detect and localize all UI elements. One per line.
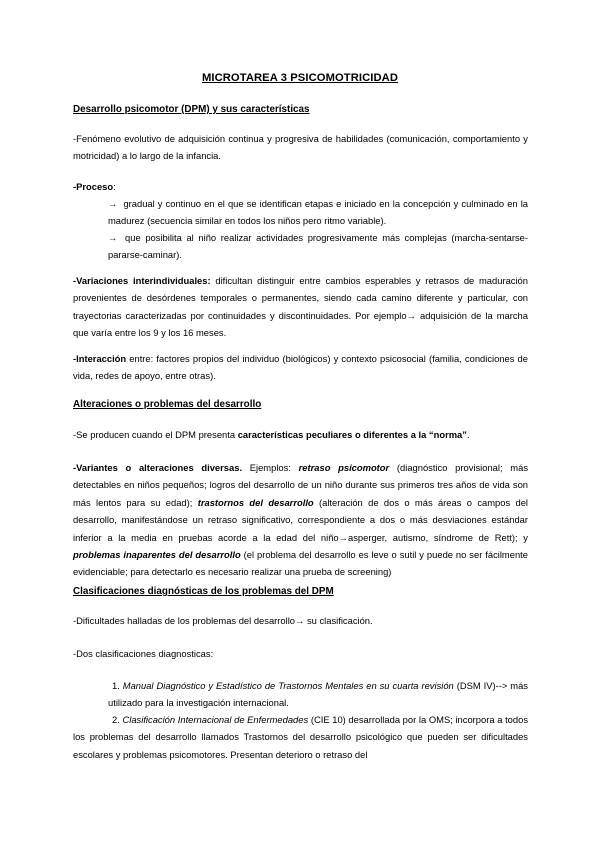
- paragraph-dificultades: -Dificultades halladas de los problemas del desarrollo→ su clasificación.: [73, 615, 373, 626]
- proceso-colon: :: [113, 181, 116, 192]
- bullet-posibilita-text: que posibilita al niño realizar actividades progresivamente más complejas (marcha-sentarse-pararse-caminar).: [108, 232, 528, 261]
- paragraph-interaccion: [73, 350, 528, 385]
- list-number: 1.: [112, 680, 123, 691]
- variantes-text-2: (diagnóstico provisional; más detectables en niños pequeños; logros del desarrollo de un niño durante sus primeros tres años de vida son más lentos para su edad);: [73, 462, 529, 508]
- bullet-gradual: [108, 195, 528, 230]
- variantes-text-1: Ejemplos:: [242, 462, 299, 473]
- list-item-dsm: [108, 677, 528, 712]
- interaccion-label: -Interacción: [73, 353, 127, 364]
- dsm-text: (DSM IV)--> más utilizado para la investigación internacional.: [108, 680, 528, 709]
- section-heading-dpm: Desarrollo psicomotor (DPM) y sus características: [73, 104, 310, 115]
- section-heading-clasificaciones: Clasificaciones diagnósticas de los problemas del DPM: [73, 586, 334, 597]
- bullet-posibilita: [108, 229, 528, 264]
- section-heading-alteraciones: Alteraciones o problemas del desarrollo: [73, 399, 262, 410]
- producen-bold: características peculiares o diferentes a la “norma”: [237, 429, 467, 440]
- cie-title: Clasificación Internacional de Enfermedades: [122, 714, 309, 725]
- paragraph-dos-clasificaciones: -Dos clasificaciones diagnosticas:: [73, 648, 214, 659]
- retraso-psicomotor-term: retraso psicomotor: [298, 462, 390, 473]
- paragraph-variaciones: [73, 272, 528, 342]
- variaciones-text: dificultan distinguir entre cambios esperables y retrasos de maduración provenientes de desórdenes temporales o permanentes, siendo cada camino diferente y particular, con trayectorias caracterizadas por continuidades y discontinuidades. Por ejemplo→ adquisición de la marcha que varía entre los 9 y los 16 meses.: [73, 275, 528, 339]
- producen-end: .: [466, 429, 470, 440]
- variantes-text-3: (alteración de dos o más áreas o campos del desarrollo, manifestándose un retraso significativo, correspondiente a dos o más desviaciones estándar inferior a la media en pruebas acorde a la edad del niño→asperger, autismo, síndrome de Rett); y: [73, 496, 529, 543]
- bullet-gradual-text: gradual y continuo en el que se identifican etapas e iniciado en la concepción y culminado en la madurez (secuencia similar en todos los niños pero ritmo variable).: [108, 198, 528, 227]
- paragraph-fenomeno: -Fenómeno evolutivo de adquisición continua y progresiva de habilidades (comunicación, comportamiento y motricidad) a lo largo de la infancia.: [73, 133, 528, 162]
- list-number: 2.: [112, 714, 123, 725]
- problemas-inaparentes-term: problemas inaparentes del desarrollo: [73, 549, 241, 561]
- variaciones-label: -Variaciones interindividuales:: [73, 275, 211, 286]
- paragraph-variantes: [73, 459, 528, 581]
- variantes-label: -Variantes o alteraciones diversas.: [73, 462, 243, 473]
- producen-text: -Se producen cuando el DPM presenta: [73, 429, 238, 440]
- variantes-text-4: (el problema del desarrollo es leve o sutil y puede no ser fácilmente evidenciable; para detectarlo es necesario realizar una prueba de screening): [73, 549, 528, 578]
- trastornos-term: trastornos del desarrollo: [197, 496, 314, 508]
- paragraph-proceso-label: [73, 178, 528, 195]
- cie-text: (CIE 10) desarrollada por la OMS; incorpora a todos los problemas del desarrollo llamados Trastornos del desarrollo psicológico que pueden ser dificultades escolares y problemas psicomotores. Presentan deterioro o retraso del: [73, 714, 529, 760]
- interaccion-text: entre: factores propios del individuo (biológicos) y contexto psicosocial (familia, condiciones de vida, redes de apoyo, entre otras).: [73, 353, 528, 382]
- proceso-label: -Proceso: [73, 181, 114, 192]
- dsm-title: Manual Diagnóstico y Estadístico de Trastornos Mentales en su cuarta revisión: [122, 680, 454, 691]
- paragraph-producen: [73, 426, 528, 443]
- list-item-cie: [73, 711, 528, 763]
- page-title: MICROTAREA 3 PSICOMOTRICIDAD: [201, 72, 399, 84]
- arrow-icon: →: [108, 232, 118, 243]
- arrow-icon: →: [108, 198, 118, 209]
